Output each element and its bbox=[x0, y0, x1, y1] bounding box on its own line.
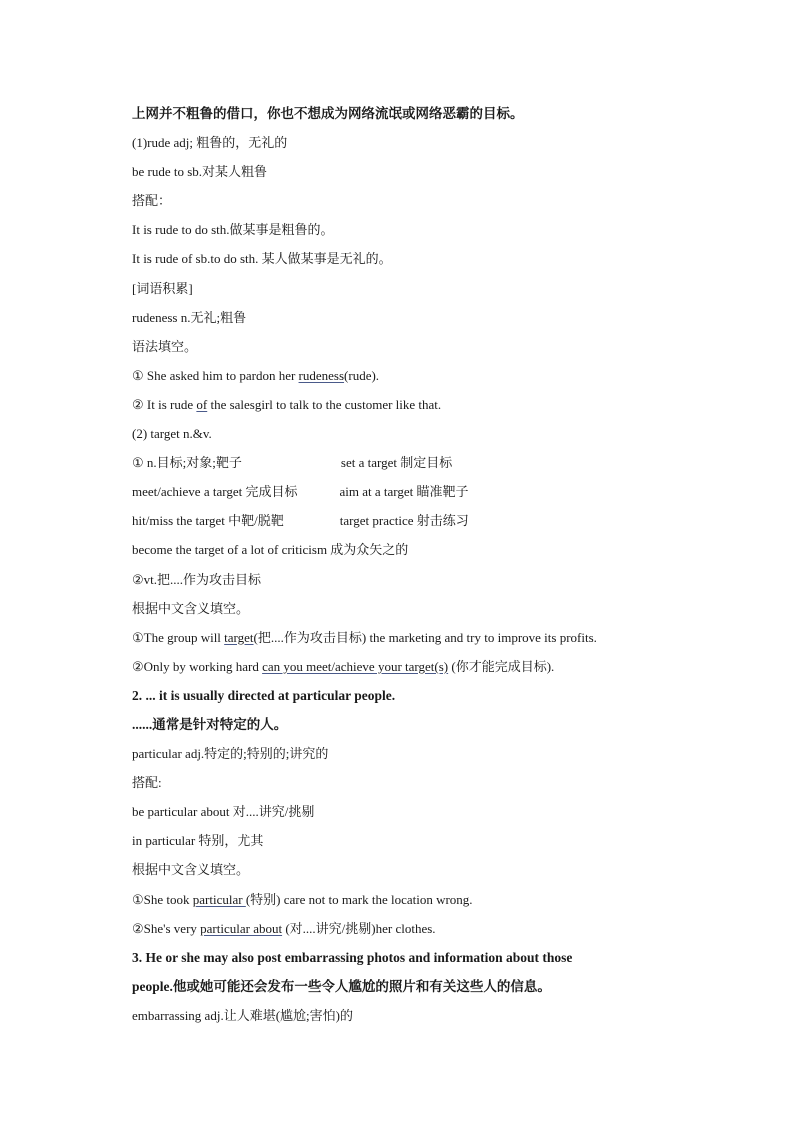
text-run: (把....作为攻击目标) the marketing and try to improve its profits. bbox=[253, 629, 597, 645]
text-line bbox=[132, 1001, 752, 1030]
text-run: set a target 制定目标 bbox=[340, 455, 453, 471]
text-line bbox=[132, 739, 752, 768]
text-run: aim at a target 瞄准靶子 bbox=[339, 484, 469, 500]
text-line bbox=[132, 477, 752, 506]
text-run: (2) target n.&v. bbox=[132, 426, 212, 442]
text-line bbox=[132, 506, 752, 535]
text-run: 语法填空。 bbox=[132, 338, 198, 354]
text-line bbox=[132, 594, 752, 623]
text-run: meet/achieve a target 完成目标 bbox=[132, 484, 298, 500]
text-run: ① She asked him to pardon her bbox=[132, 367, 299, 383]
text-line bbox=[132, 797, 752, 826]
text-run: particular adj.特定的;特别的;讲究的 bbox=[132, 746, 329, 762]
text-line bbox=[132, 826, 752, 855]
text-line bbox=[132, 215, 752, 244]
text-run: (你才能完成目标). bbox=[448, 658, 555, 674]
text-run: It is rude of sb.to do sth. 某人做某事是无礼的。 bbox=[132, 251, 392, 267]
text-line bbox=[132, 332, 752, 361]
answer-blank: can you meet/achieve your target(s) bbox=[262, 658, 449, 674]
text-run: 搭配: bbox=[132, 775, 162, 791]
text-run: be rude to sb.对某人粗鲁 bbox=[132, 164, 268, 180]
answer-blank: target bbox=[224, 629, 254, 645]
text-run: 3. He or she may also post embarrassing photos and information about those bbox=[132, 949, 573, 965]
text-run: ......通常是针对特定的人。 bbox=[132, 716, 288, 732]
text-line bbox=[132, 768, 752, 797]
text-line bbox=[132, 244, 752, 273]
text-run: be particular about 对....讲究/挑剔 bbox=[132, 804, 315, 820]
text-line bbox=[132, 419, 752, 448]
text-line bbox=[132, 128, 752, 157]
text-line bbox=[132, 361, 752, 390]
heading-line bbox=[132, 99, 752, 128]
text-run: [词语积累] bbox=[132, 280, 193, 296]
text-run: 搭配： bbox=[132, 193, 172, 209]
text-run: 根据中文含义填空。 bbox=[132, 862, 250, 878]
answer-blank: particular about bbox=[200, 920, 283, 936]
text-run: ②vt.把....作为攻击目标 bbox=[132, 571, 262, 587]
text-line bbox=[132, 157, 752, 186]
text-line bbox=[132, 914, 752, 943]
text-run: ② It is rude bbox=[132, 396, 197, 412]
text-line bbox=[132, 855, 752, 884]
heading-line bbox=[132, 681, 752, 710]
text-line bbox=[132, 885, 752, 914]
text-run: (特别) care not to mark the location wrong. bbox=[245, 891, 473, 907]
text-run: (rude). bbox=[344, 367, 380, 383]
text-run: ①She took bbox=[132, 891, 193, 907]
text-run: It is rude to do sth.做某事是粗鲁的。 bbox=[132, 222, 334, 238]
heading-line bbox=[132, 972, 752, 1001]
text-run: 2. ... it is usually directed at particular people. bbox=[132, 687, 396, 703]
text-line bbox=[132, 186, 752, 215]
answer-blank: rudeness bbox=[298, 367, 345, 383]
text-line bbox=[132, 623, 752, 652]
answer-blank: of bbox=[196, 396, 208, 412]
text-run: ②She's very bbox=[132, 920, 201, 936]
text-line bbox=[132, 303, 752, 332]
text-run: the salesgirl to talk to the customer like that. bbox=[207, 396, 442, 412]
text-line bbox=[132, 448, 752, 477]
text-run: rudeness n.无礼;粗鲁 bbox=[132, 309, 247, 325]
document-body bbox=[132, 99, 752, 1030]
text-run: 根据中文含义填空。 bbox=[132, 600, 250, 616]
answer-blank: particular bbox=[192, 891, 246, 907]
text-run: embarrassing adj.让人难堪(尴尬;害怕)的 bbox=[132, 1007, 353, 1023]
text-line bbox=[132, 274, 752, 303]
text-run: (1)rude adj; 粗鲁的，无礼的 bbox=[132, 135, 288, 151]
text-line bbox=[132, 652, 752, 681]
text-run: ②Only by working hard bbox=[132, 658, 263, 674]
text-run: in particular 特别，尤其 bbox=[132, 833, 264, 849]
text-run: 上网并不粗鲁的借口，你也不想成为网络流氓或网络恶霸的目标。 bbox=[132, 106, 524, 121]
text-run: people.他或她可能还会发布一些令人尴尬的照片和有关这些人的信息。 bbox=[132, 978, 551, 994]
text-line bbox=[132, 535, 752, 564]
text-run: become the target of a lot of criticism 成为众矢之的 bbox=[132, 542, 409, 558]
text-run: (对....讲究/挑剔)her clothes. bbox=[282, 920, 436, 936]
text-line bbox=[132, 565, 752, 594]
text-run: target practice 射击练习 bbox=[339, 513, 469, 529]
heading-line bbox=[132, 943, 752, 972]
text-run: ① n.目标;对象;靶子 bbox=[132, 455, 242, 471]
heading-line bbox=[132, 710, 752, 739]
text-run: ①The group will bbox=[132, 629, 225, 645]
text-run: hit/miss the target 中靶/脱靶 bbox=[132, 513, 284, 529]
text-line bbox=[132, 390, 752, 419]
